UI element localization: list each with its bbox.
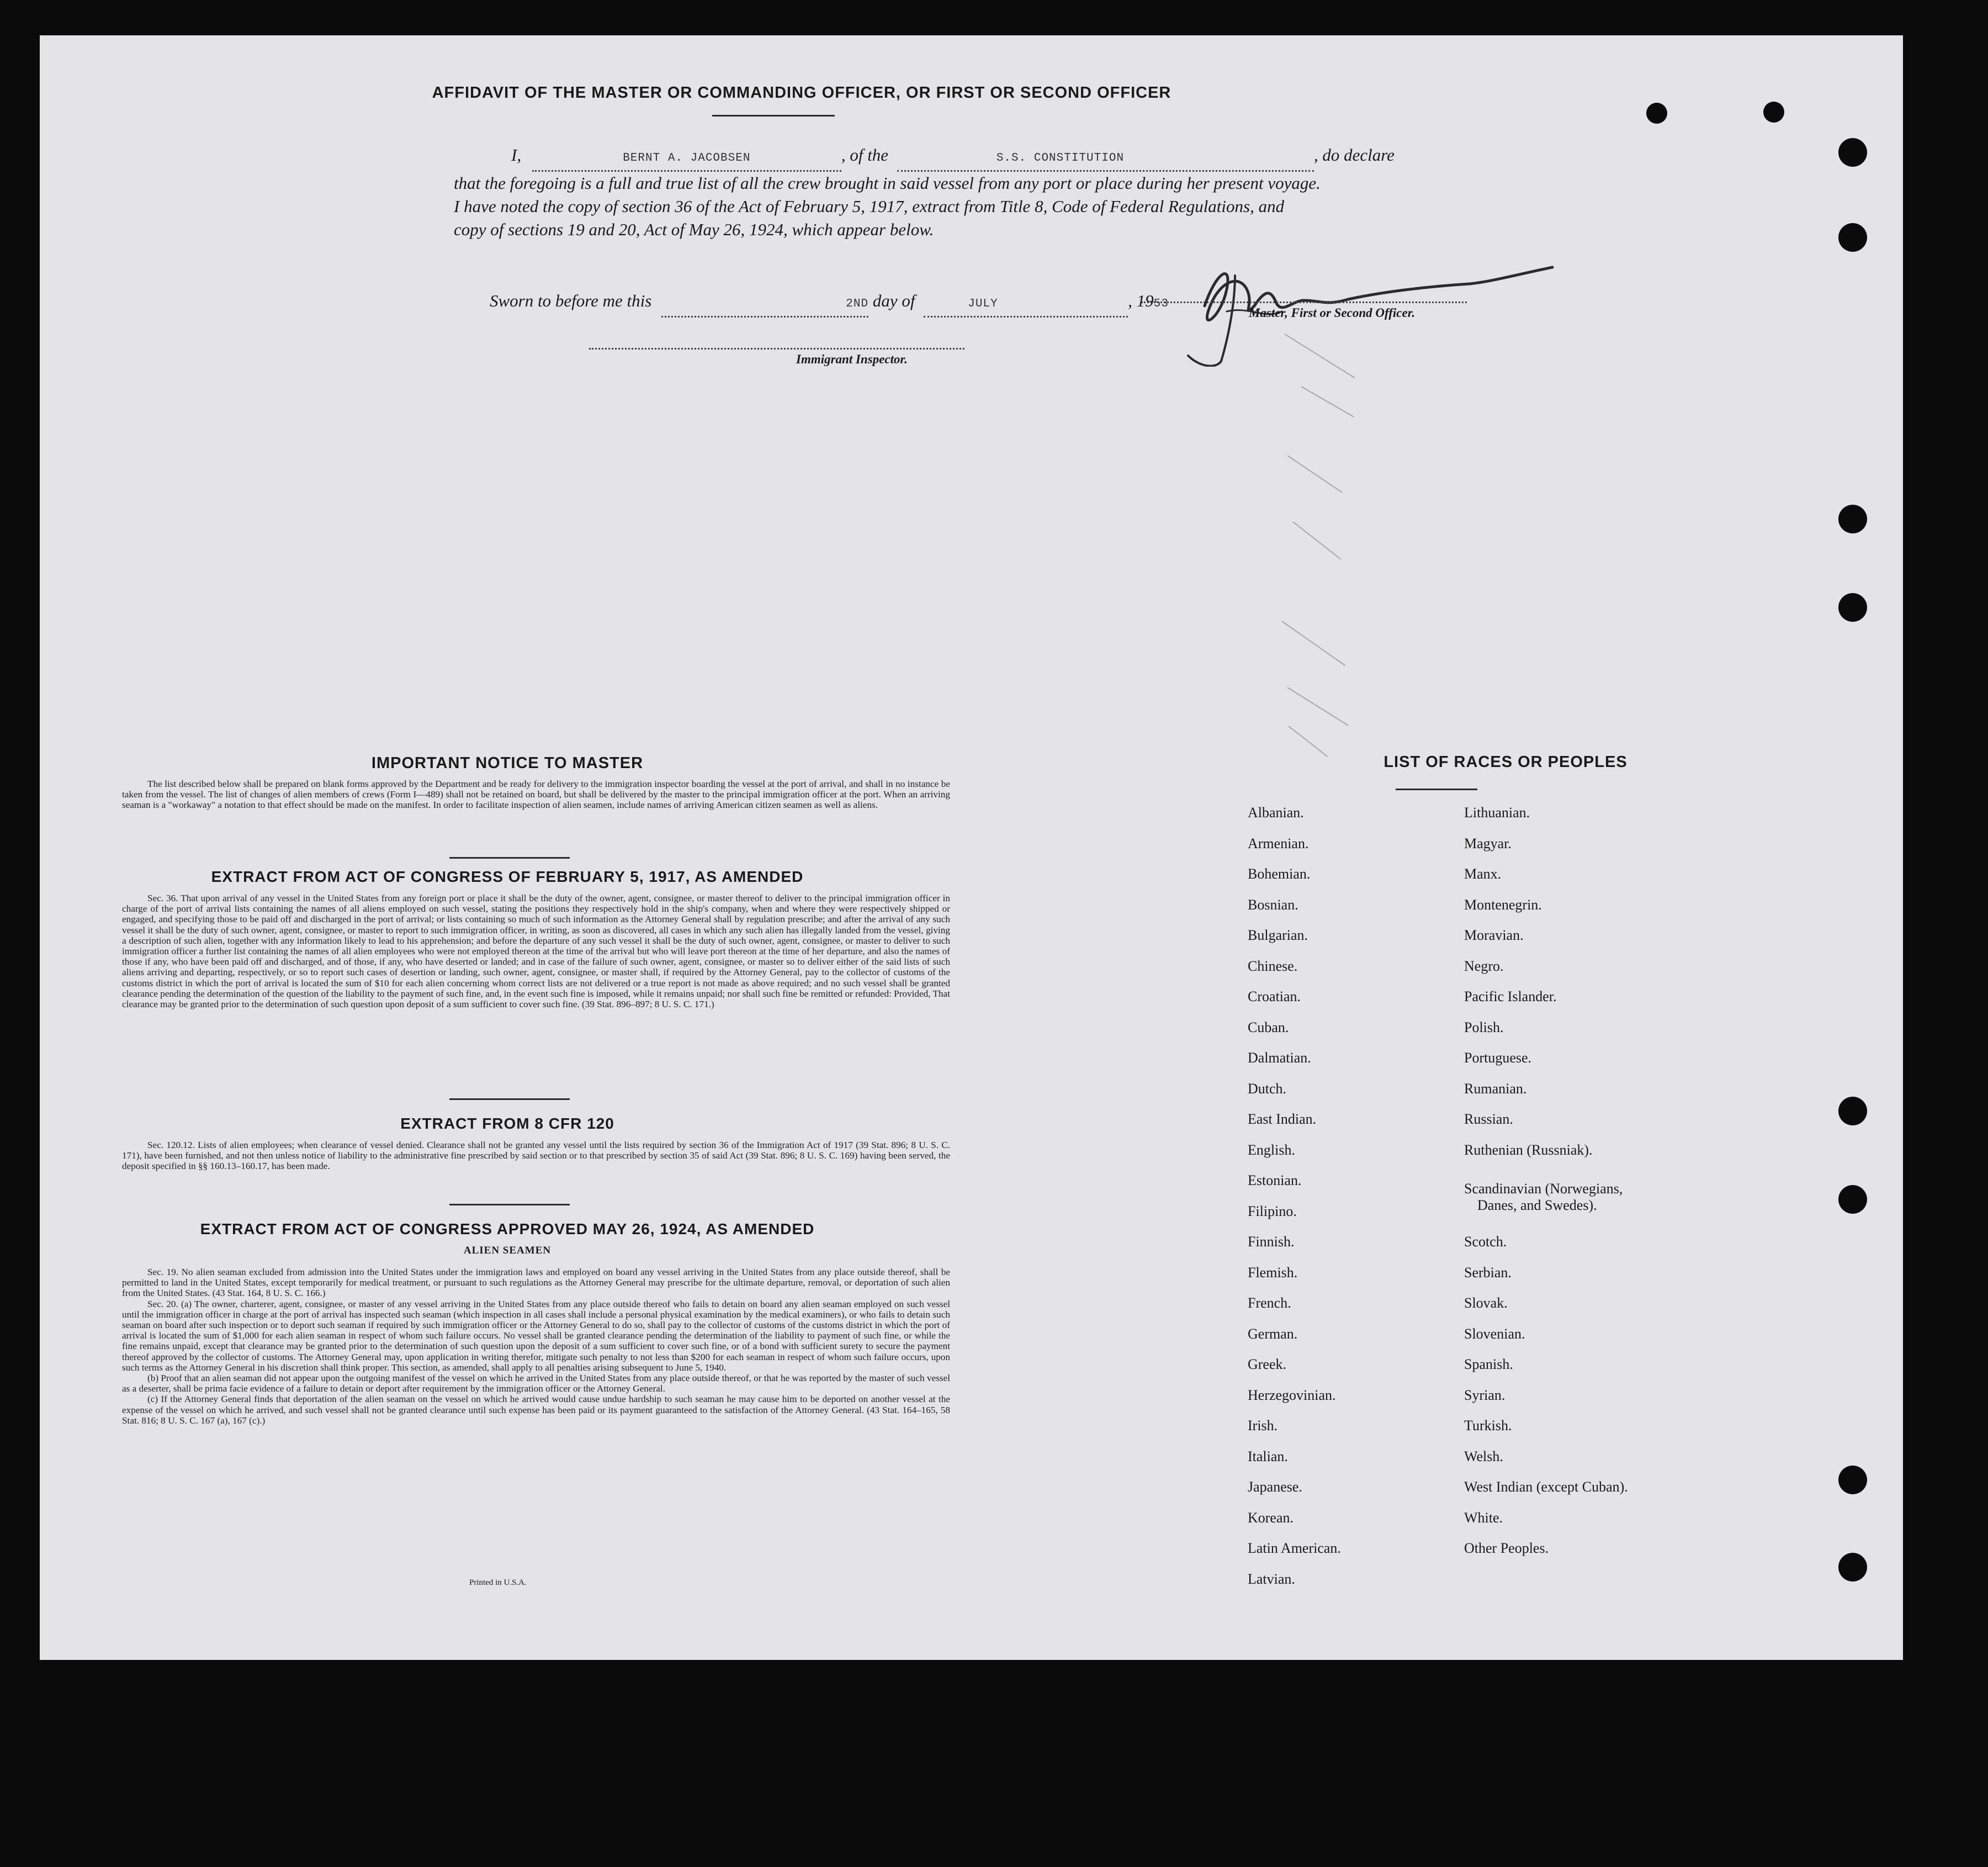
race-item: Pacific Islander.	[1464, 988, 1557, 1004]
extract-1917-body: Sec. 36. That upon arrival of any vessel in the United States from any foreign port or place it shall be the duty of the owner, agent, consignee, or master thereof to deliver to the principal immigration officer in charge of the port of arrival lists containing the names of all aliens employed on such vessel, stating the positions they respectively hold in the ship's company, when and where they were respectively shipped or engaged, and specifying those to be paid off and discharged in the port of arrival; or lists containing so much of such information as the Attorney General shall by regulation prescribe; and after the arrival of any such vessel it shall be the duty of such owner, agent, consignee, or master to report to such immigration officer, in writing, as soon as discovered, all cases in which any such alien has illegally landed from the vessel, giving a description of such alien, together with any information likely to lead to his apprehension; and before the departure of any such vessel it shall be the duty of such owner, agent, consignee, or master to deliver to such immigration officer a further list containing the names of all alien employees who were not employed thereon at the time of the arrival but who will leave port thereon at the time of her departure, and also the names of those if any, who have been paid off and discharged, and of those, if any, who have deserted or landed; and in case of the failure of such owner, agent, consignee, or master so to deliver either of the said lists of such aliens arriving and departing, respectively, or so to report such cases of desertion or landing, such owner, agent, consignee, or master shall, if required by the Attorney General, pay to the collector of customs of the customs district in which the port of arrival is located the sum of $10 for each alien concerning whom correct lists are not delivered or a true report is not made as above required; and no such vessel shall be granted clearance pending the determination of the question of the liability to the payment of such fine, and, in the event such fine is imposed, while it remains unpaid; nor shall such fine be remitted or refunded: Provided, That clearance may be granted prior to the determination of such question upon deposit of a sum sufficient to cover such fine. (39 Stat. 896–897; 8 U. S. C. 171.)	[122, 893, 950, 1010]
race-item: Filipino.	[1248, 1203, 1297, 1219]
scan-mark	[1287, 687, 1348, 726]
race-item: Chinese.	[1248, 958, 1298, 974]
race-item: English.	[1248, 1142, 1295, 1158]
race-item: Bosnian.	[1248, 897, 1298, 913]
extract-1924-title: EXTRACT FROM ACT OF CONGRESS APPROVED MAY 26, 1924, AS AMENDED	[200, 1220, 815, 1237]
race-item: Turkish.	[1464, 1418, 1512, 1434]
race-item: Greek.	[1248, 1356, 1287, 1372]
scan-mark	[1281, 621, 1345, 666]
scan-mark	[1301, 386, 1354, 417]
sec-20a-text: Sec. 20. (a) The owner, charterer, agent, consignee, or master of any vessel arriving in the United States from any place outside thereof who fails to detain on board any alien seaman employed on such vessel until the immigration officer in charge at the port of arrival has inspected such seaman (which inspection in all cases shall include a personal physical examination by the medical examiners), or who fails to detain such seaman on board after such inspection or to deport such seaman if required by such immigration officer or the Attorney General to do so, shall pay to the collector of customs of the customs district in which the port of arrival is located the sum of $1,000 for each alien seaman in respect of whom such failure occurs. No vessel shall be granted clearance pending the determination of the liability to payment of such fine, or while the fine remains unpaid, except that clearance may be granted prior to the determination of such question upon the deposit of a sum sufficient to cover such fine, or of a bond with sufficient surety to secure the payment thereof approved by the collector of customs. The Attorney General may, upon application in writing therefor, mitigate such penalty to not less than $200 for each seaman in respect of whom such failure occurs, upon such terms as the Attorney General in his discretion shall think proper. This section, as amended, shall apply to all penalties arising subsequent to June 5, 1940.	[122, 1298, 950, 1373]
races-divider	[1396, 789, 1477, 790]
race-item: Manx.	[1464, 866, 1502, 882]
scan-mark	[1288, 726, 1328, 757]
race-item: Ruthenian (Russniak).	[1464, 1142, 1593, 1158]
race-item: White.	[1464, 1510, 1503, 1526]
scan-mark	[1292, 521, 1341, 559]
race-item: Bohemian.	[1248, 866, 1311, 882]
extract-cfr-title: EXTRACT FROM 8 CFR 120	[400, 1115, 614, 1132]
race-item: Cuban.	[1248, 1019, 1289, 1035]
extract-cfr-body: Sec. 120.12. Lists of alien employees; when clearance of vessel denied. Clearance shall not be granted any vessel until the lists required by section 36 of the Immigration Act of 1917 (39 Stat. 896; 8 U. S. C. 171), have been furnished, and not then unless notice of liability to the administrative fine prescribed by said section or to that prescribed by section 35 of said Act (39 Stat. 896; 8 U. S. C. 169) having been served, the deposit specified in §§ 160.13–160.17, has been made.	[122, 1140, 950, 1172]
race-item: Negro.	[1464, 958, 1504, 974]
declaration-line-3: I have noted the copy of section 36 of the Act of February 5, 1917, extract from Title 8, Code of Federal Regulations, and	[454, 197, 1285, 216]
race-item: Italian.	[1248, 1448, 1288, 1464]
race-item: Dalmatian.	[1248, 1050, 1311, 1066]
race-item: Russian.	[1464, 1111, 1513, 1127]
race-item: Armenian.	[1248, 835, 1309, 851]
race-item: Bulgarian.	[1248, 927, 1308, 943]
printed-in-usa: Printed in U.S.A.	[469, 1578, 527, 1587]
race-item: Spanish.	[1464, 1356, 1513, 1372]
punch-hole	[1763, 102, 1784, 123]
race-item: Latvian.	[1248, 1571, 1295, 1587]
race-item: Latin American.	[1248, 1540, 1341, 1556]
extract-1924-body	[122, 1267, 950, 1426]
races-title: LIST OF RACES OR PEOPLES	[1383, 753, 1627, 771]
race-item: Portuguese.	[1464, 1050, 1532, 1066]
punch-hole	[1838, 505, 1867, 533]
race-item: Montenegrin.	[1464, 897, 1542, 913]
declaration-line-2: that the foregoing is a full and true list of all the crew brought in said vessel from any port or place during her present voyage.	[454, 173, 1321, 193]
signature-caption: Master, First or Second Officer.	[1249, 306, 1416, 320]
race-item: Croatian.	[1248, 988, 1301, 1004]
races-right-column	[1464, 805, 1851, 1633]
affidavit-title: AFFIDAVIT OF THE MASTER OR COMMANDING OFFICER, OR FIRST OR SECOND OFFICER	[432, 84, 1171, 102]
master-name-field: BERNT A. JACOBSEN	[532, 144, 841, 172]
race-item: Estonian.	[1248, 1172, 1302, 1188]
punch-hole	[1838, 223, 1867, 252]
race-item: West Indian (except Cuban).	[1464, 1479, 1628, 1495]
race-item: French.	[1248, 1295, 1291, 1311]
sec-19-text: Sec. 19. No alien seaman excluded from admission into the United States under the immigration laws and employed on board any vessel arriving in the United States from any place outside thereof, shall be permitted to land in the United States, except temporarily for medical treatment, or pursuant to such regulations as the Attorney General may prescribe for the ultimate departure, removal, or deportation of such alien from the United States. (43 Stat. 164, 8 U. S. C. 166.)	[122, 1267, 950, 1299]
race-item: Slovenian.	[1464, 1326, 1525, 1342]
signature-line	[1141, 302, 1467, 303]
race-item: East Indian.	[1248, 1111, 1317, 1127]
race-item: Moravian.	[1464, 927, 1524, 943]
race-item: Scotch.	[1464, 1234, 1507, 1250]
race-item: Irish.	[1248, 1418, 1278, 1434]
extract-1917-divider	[449, 1098, 570, 1100]
race-item: Welsh.	[1464, 1448, 1503, 1464]
race-item: Slovak.	[1464, 1295, 1508, 1311]
race-item: Magyar.	[1464, 835, 1512, 851]
punch-hole	[1838, 138, 1867, 167]
inspector-signature-line	[589, 348, 964, 350]
race-item: Rumanian.	[1464, 1081, 1527, 1097]
race-item: Japanese.	[1248, 1479, 1302, 1495]
declaration-line-4: copy of sections 19 and 20, Act of May 26, 1924, which appear below.	[454, 220, 934, 239]
race-item: German.	[1248, 1326, 1298, 1342]
sec-20b-text: (b) Proof that an alien seaman did not appear upon the outgoing manifest of the vessel on which he arrived in the United States from any place outside thereof, or that he was reported by the master of such vessel as a deserter, shall be prima facie evidence of a failure to detain or deport after requirement by the immigration officer or the Attorney General.	[122, 1373, 950, 1394]
race-item: Scandinavian (Norwegians,	[1464, 1181, 1623, 1197]
race-item: Dutch.	[1248, 1081, 1287, 1097]
extract-cfr-divider	[449, 1204, 570, 1205]
race-item: Polish.	[1464, 1019, 1504, 1035]
race-item: Flemish.	[1248, 1265, 1298, 1281]
extract-1917-title: EXTRACT FROM ACT OF CONGRESS OF FEBRUARY 5, 1917, AS AMENDED	[211, 868, 804, 885]
notice-title: IMPORTANT NOTICE TO MASTER	[371, 754, 644, 772]
race-item: Lithuanian.	[1464, 805, 1530, 821]
punch-hole	[1838, 1553, 1867, 1582]
punch-hole	[1646, 103, 1667, 124]
race-item: Syrian.	[1464, 1387, 1505, 1403]
race-item: Serbian.	[1464, 1265, 1512, 1281]
scan-mark	[1287, 455, 1343, 493]
sec-20c-text: (c) If the Attorney General finds that deportation of the alien seaman on the vessel on which he arrived would cause undue hardship to such seaman he may cause him to be deported on another vessel at the expense of the vessel on which he arrived, and such vessel shall not be granted clearance until such expense has been paid or its payment guaranteed to the satisfaction of the Attorney General. (43 Stat. 164–165, 58 Stat. 816; 8 U. S. C. 167 (a), 167 (c).)	[122, 1394, 950, 1426]
declaration-line-1: I, BERNT A. JACOBSEN , of the S.S. CONSTITUTION , do declare	[454, 144, 1536, 172]
punch-hole	[1838, 1466, 1867, 1494]
race-item: Danes, and Swedes).	[1477, 1197, 1597, 1213]
punch-hole	[1838, 593, 1867, 622]
inspector-caption: Immigrant Inspector.	[796, 352, 908, 366]
sworn-month-field: JULY	[924, 289, 1128, 318]
sworn-line: Sworn to before me this 2ND day of JULY , 1953	[490, 289, 1169, 318]
race-item: Other Peoples.	[1464, 1540, 1549, 1556]
alien-seamen-subtitle: ALIEN SEAMEN	[463, 1245, 552, 1256]
punch-hole	[1838, 1097, 1867, 1125]
race-item: Herzegovinian.	[1248, 1387, 1336, 1403]
title-divider	[712, 115, 835, 117]
race-item: Albanian.	[1248, 805, 1304, 821]
sworn-day-field: 2ND	[661, 289, 868, 318]
race-item: Finnish.	[1248, 1234, 1295, 1250]
master-signature	[1138, 223, 1558, 367]
notice-divider	[449, 857, 570, 859]
race-item: Korean.	[1248, 1510, 1294, 1526]
notice-body: The list described below shall be prepared on blank forms approved by the Department and be ready for delivery to the immigration inspector boarding the vessel at the port of arrival, and shall in no instance be taken from the vessel. The list of changes of alien members of crews (Form I—489) shall not be retained on board, but shall be delivered by the master to the principal immigration officer at the port. When an arriving seaman is a "workaway" a notation to that effect should be made on the manifest. In order to facilitate inspection of alien seamen, include names of arriving American citizen seamen as well as aliens.	[122, 779, 950, 811]
punch-hole	[1838, 1185, 1867, 1214]
form-sheet	[40, 35, 1903, 1660]
vessel-name-field: S.S. CONSTITUTION	[897, 144, 1314, 172]
races-left-column	[1248, 805, 1457, 1633]
